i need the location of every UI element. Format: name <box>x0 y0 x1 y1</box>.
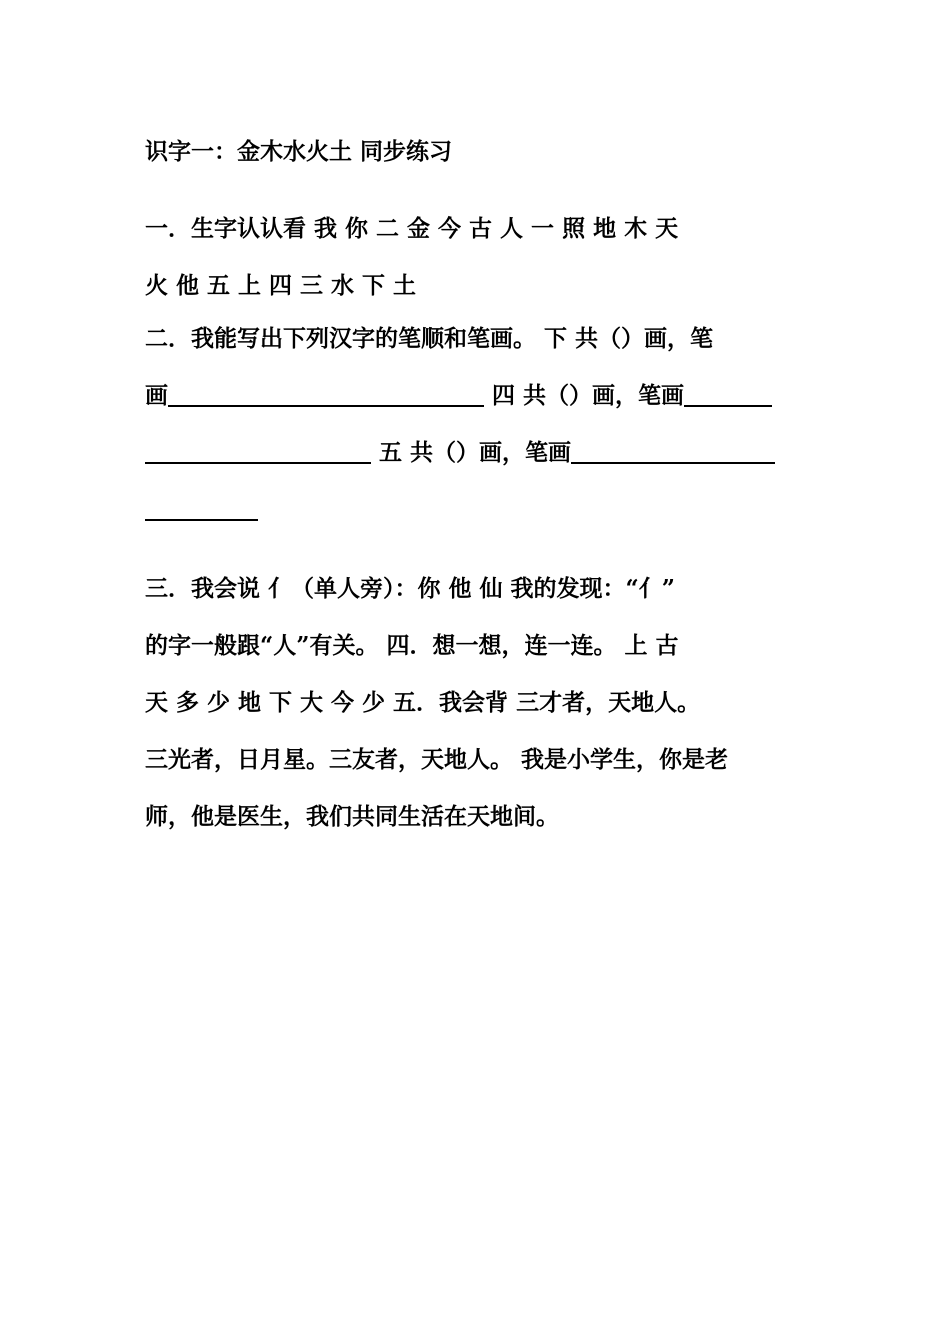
page-title: 识字一：金木水火土 同步练习 <box>145 138 453 165</box>
section-two-text-b: 四 共（）画，笔画 <box>484 382 685 409</box>
section-two-text-c: 五 共（）画，笔画 <box>371 439 572 466</box>
section-five-line-3: 师，他是医生，我们共同生活在天地间。 <box>145 803 559 830</box>
answer-blank-4[interactable] <box>571 440 775 464</box>
answer-blank-5[interactable] <box>145 497 258 521</box>
section-two-text-a: 画 <box>145 382 168 409</box>
section-one-line-2: 火 他 五 上 四 三 水 下 土 <box>145 272 417 299</box>
section-four-five-line: 天 多 少 地 下 大 今 少 五．我会背 三才者，天地人。 <box>145 689 701 716</box>
answer-blank-1[interactable] <box>168 383 484 407</box>
answer-blank-2[interactable] <box>684 383 772 407</box>
section-two-line-4 <box>145 496 805 524</box>
answer-blank-3[interactable] <box>145 440 371 464</box>
section-two-line-3 <box>145 439 805 467</box>
section-two-line-2 <box>145 382 805 410</box>
section-one-line-1: 一．生字认认看 我 你 二 金 今 古 人 一 照 地 木 天 <box>145 215 679 242</box>
section-five-line-2: 三光者，日月星。三友者，天地人。 我是小学生，你是老 <box>145 746 729 773</box>
section-three-line-2: 的字一般跟“人”有关。 四．想一想，连一连。 上 古 <box>145 632 679 659</box>
section-two-line-1: 二．我能写出下列汉字的笔顺和笔画。 下 共（）画，笔 <box>145 325 714 352</box>
section-three-line-1: 三．我会说 亻（单人旁）：你 他 仙 我的发现：“亻” <box>145 575 675 602</box>
